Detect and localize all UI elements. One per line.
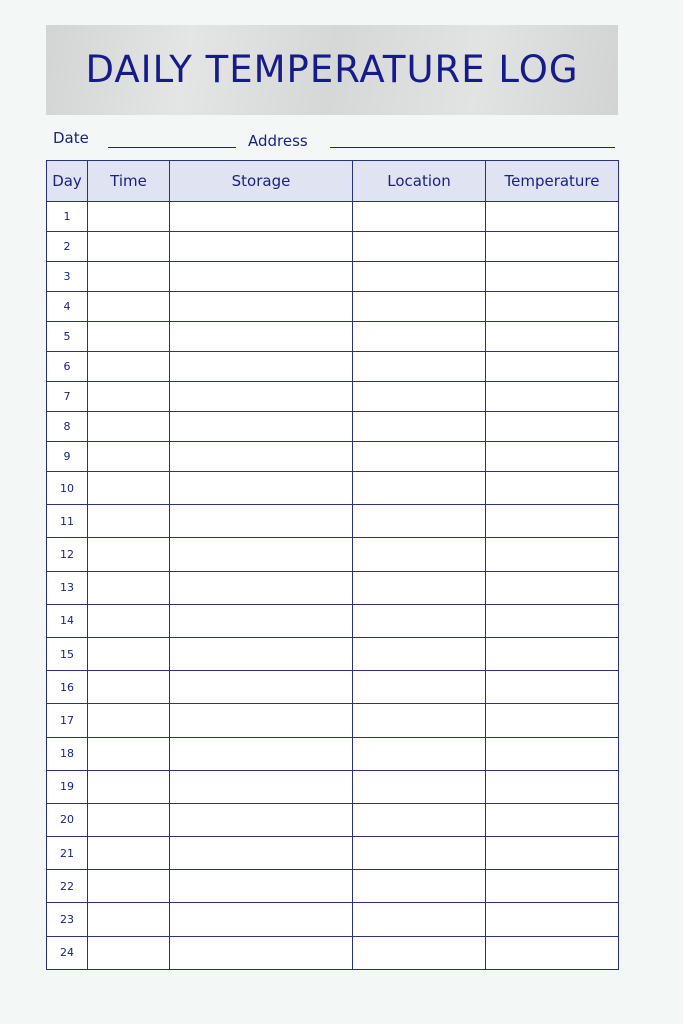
time-entry-cell[interactable] [88,412,170,442]
table-row [47,262,619,292]
time-entry-cell[interactable] [88,352,170,382]
storage-entry-cell[interactable] [170,505,353,538]
time-entry-cell[interactable] [88,538,170,571]
temperature-entry-cell[interactable] [486,382,619,412]
table-row [47,737,619,770]
time-entry-cell[interactable] [88,382,170,412]
day-number-cell: 10 [47,472,88,505]
storage-entry-cell[interactable] [170,472,353,505]
time-entry-cell[interactable] [88,903,170,936]
location-entry-cell[interactable] [353,472,486,505]
day-number-cell: 2 [47,232,88,262]
temperature-entry-cell[interactable] [486,803,619,836]
storage-entry-cell[interactable] [170,382,353,412]
temperature-entry-cell[interactable] [486,637,619,670]
storage-entry-cell[interactable] [170,292,353,322]
storage-entry-cell[interactable] [170,571,353,604]
time-entry-cell[interactable] [88,770,170,803]
storage-entry-cell[interactable] [170,262,353,292]
time-entry-cell[interactable] [88,442,170,472]
storage-entry-cell[interactable] [170,412,353,442]
temperature-entry-cell[interactable] [486,472,619,505]
temperature-entry-cell[interactable] [486,870,619,903]
table-row [47,837,619,870]
location-entry-cell[interactable] [353,737,486,770]
table-row [47,382,619,412]
storage-entry-cell[interactable] [170,232,353,262]
location-entry-cell[interactable] [353,232,486,262]
table-row [47,604,619,637]
day-number-cell: 13 [47,571,88,604]
storage-entry-cell[interactable] [170,322,353,352]
location-entry-cell[interactable] [353,412,486,442]
table-row [47,870,619,903]
time-entry-cell[interactable] [88,571,170,604]
column-header-time: Time [88,161,170,202]
day-number-cell: 4 [47,292,88,322]
date-label: Date [53,129,89,147]
storage-entry-cell[interactable] [170,671,353,704]
page-title: DAILY TEMPERATURE LOG [85,47,579,91]
location-entry-cell[interactable] [353,292,486,322]
time-entry-cell[interactable] [88,837,170,870]
temperature-entry-cell[interactable] [486,412,619,442]
temperature-entry-cell[interactable] [486,538,619,571]
temperature-entry-cell[interactable] [486,442,619,472]
time-entry-cell[interactable] [88,472,170,505]
location-entry-cell[interactable] [353,770,486,803]
day-number-cell: 7 [47,382,88,412]
table-row [47,292,619,322]
temperature-entry-cell[interactable] [486,232,619,262]
temperature-entry-cell[interactable] [486,202,619,232]
storage-entry-cell[interactable] [170,770,353,803]
day-number-cell: 11 [47,505,88,538]
table-row [47,803,619,836]
temperature-entry-cell[interactable] [486,837,619,870]
day-number-cell: 14 [47,604,88,637]
time-entry-cell[interactable] [88,671,170,704]
table-row [47,571,619,604]
storage-entry-cell[interactable] [170,870,353,903]
temperature-entry-cell[interactable] [486,770,619,803]
time-entry-cell[interactable] [88,936,170,969]
location-entry-cell[interactable] [353,442,486,472]
day-number-cell: 1 [47,202,88,232]
table-row [47,505,619,538]
temperature-log-table [46,160,619,970]
day-number-cell: 15 [47,637,88,670]
time-entry-cell[interactable] [88,262,170,292]
day-number-cell: 22 [47,870,88,903]
table-row [47,442,619,472]
location-entry-cell[interactable] [353,505,486,538]
column-header-storage: Storage [170,161,353,202]
storage-entry-cell[interactable] [170,837,353,870]
location-entry-cell[interactable] [353,202,486,232]
table-row [47,936,619,969]
day-number-cell: 21 [47,837,88,870]
storage-entry-cell[interactable] [170,637,353,670]
location-entry-cell[interactable] [353,803,486,836]
time-entry-cell[interactable] [88,505,170,538]
location-entry-cell[interactable] [353,903,486,936]
time-entry-cell[interactable] [88,232,170,262]
time-entry-cell[interactable] [88,870,170,903]
temperature-entry-cell[interactable] [486,936,619,969]
table-row [47,538,619,571]
location-entry-cell[interactable] [353,352,486,382]
temperature-entry-cell[interactable] [486,671,619,704]
column-header-day: Day [47,161,88,202]
temperature-entry-cell[interactable] [486,262,619,292]
location-entry-cell[interactable] [353,382,486,412]
storage-entry-cell[interactable] [170,604,353,637]
table-row [47,770,619,803]
day-number-cell: 6 [47,352,88,382]
location-entry-cell[interactable] [353,322,486,352]
location-entry-cell[interactable] [353,571,486,604]
location-entry-cell[interactable] [353,870,486,903]
address-label: Address [248,132,308,150]
temperature-entry-cell[interactable] [486,737,619,770]
location-entry-cell[interactable] [353,538,486,571]
table-row [47,232,619,262]
location-entry-cell[interactable] [353,637,486,670]
location-entry-cell[interactable] [353,262,486,292]
column-header-location: Location [353,161,486,202]
day-number-cell: 17 [47,704,88,737]
time-entry-cell[interactable] [88,803,170,836]
address-field-line[interactable] [330,147,615,148]
storage-entry-cell[interactable] [170,704,353,737]
time-entry-cell[interactable] [88,637,170,670]
table-row [47,202,619,232]
temperature-entry-cell[interactable] [486,352,619,382]
day-number-cell: 9 [47,442,88,472]
storage-entry-cell[interactable] [170,352,353,382]
location-entry-cell[interactable] [353,704,486,737]
table-body [47,202,619,970]
temperature-entry-cell[interactable] [486,604,619,637]
storage-entry-cell[interactable] [170,442,353,472]
location-entry-cell[interactable] [353,671,486,704]
title-banner [46,25,618,115]
location-entry-cell[interactable] [353,936,486,969]
table-row [47,352,619,382]
day-number-cell: 12 [47,538,88,571]
table-row [47,412,619,442]
storage-entry-cell[interactable] [170,202,353,232]
location-entry-cell[interactable] [353,837,486,870]
day-number-cell: 18 [47,737,88,770]
table-row [47,704,619,737]
date-field-line[interactable] [108,147,236,148]
storage-entry-cell[interactable] [170,737,353,770]
time-entry-cell[interactable] [88,292,170,322]
time-entry-cell[interactable] [88,604,170,637]
column-header-temperature: Temperature [486,161,619,202]
table-row [47,322,619,352]
storage-entry-cell[interactable] [170,803,353,836]
temperature-entry-cell[interactable] [486,292,619,322]
day-number-cell: 8 [47,412,88,442]
table-row [47,472,619,505]
time-entry-cell[interactable] [88,202,170,232]
storage-entry-cell[interactable] [170,903,353,936]
day-number-cell: 19 [47,770,88,803]
temperature-entry-cell[interactable] [486,571,619,604]
day-number-cell: 23 [47,903,88,936]
table-header-row [47,161,619,202]
storage-entry-cell[interactable] [170,936,353,969]
table-row [47,903,619,936]
day-number-cell: 24 [47,936,88,969]
time-entry-cell[interactable] [88,737,170,770]
location-entry-cell[interactable] [353,604,486,637]
temperature-entry-cell[interactable] [486,903,619,936]
day-number-cell: 5 [47,322,88,352]
day-number-cell: 20 [47,803,88,836]
storage-entry-cell[interactable] [170,538,353,571]
temperature-entry-cell[interactable] [486,322,619,352]
table-row [47,671,619,704]
time-entry-cell[interactable] [88,704,170,737]
day-number-cell: 16 [47,671,88,704]
table-row [47,637,619,670]
temperature-entry-cell[interactable] [486,704,619,737]
time-entry-cell[interactable] [88,322,170,352]
temperature-entry-cell[interactable] [486,505,619,538]
day-number-cell: 3 [47,262,88,292]
